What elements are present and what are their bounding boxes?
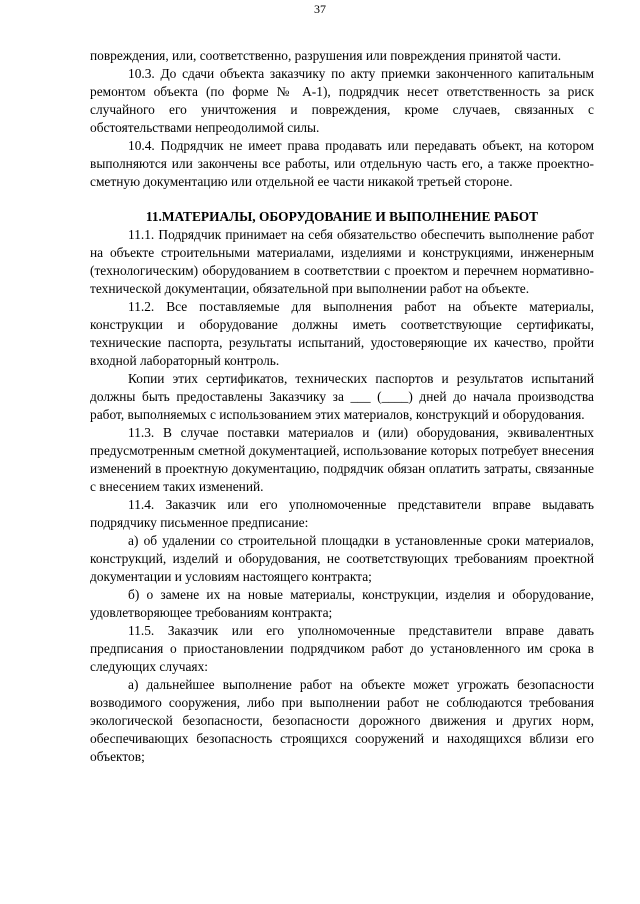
paragraph-copies: Копии этих сертификатов, технических паспортов и результатов испытаний должны быть предоставлены Заказчику за ___ (____) дней до начала производства работ, выполняемых с использованием этих материалов, конструкций и оборудования. xyxy=(90,371,594,422)
paragraph-11-4-a: а) об удалении со строительной площадки в установленные сроки материалов, конструкций, изделий и оборудования, не соответствующих требованиям проектной документации и условиям настоящего контракта; xyxy=(90,533,594,584)
paragraph-10-4: 10.4. Подрядчик не имеет права продавать или передавать объект, на котором выполняются или закончены все работы, или отдельную часть его, а также проектно-сметную документацию или отдельной ее части никакой третьей стороне. xyxy=(90,138,594,189)
paragraph-11-2: 11.2. Все поставляемые для выполнения работ на объекте материалы, конструкции и оборудование должны иметь соответствующие сертификаты, технические паспорта, результаты испытаний, удостоверяющие их качество, пройти входной лабораторный контроль. xyxy=(90,299,594,368)
paragraph-11-3: 11.3. В случае поставки материалов и (или) оборудования, эквивалентных предусмотренным сметной документацией, использование которых потребует внесения изменений в проектную документацию, подрядчик обязан оплатить затраты, связанные с внесением таких изменений. xyxy=(90,425,594,494)
paragraph-11-5: 11.5. Заказчик или его уполномоченные представители вправе давать предписания о приостановлении подрядчиком работ до установленного им срока в следующих случаях: xyxy=(90,623,594,674)
document-body xyxy=(90,47,594,766)
paragraph: повреждения, или, соответственно, разрушения или повреждения принятой части. xyxy=(90,48,562,63)
paragraph-11-5-a: а) дальнейшее выполнение работ на объекте может угрожать безопасности возводимого сооружения, либо при выполнении работ не соблюдаются требования экологической безопасности, безопасности дорожного движения и других норм, обеспечивающих безопасность строящихся сооружений и находящихся вблизи его объектов; xyxy=(90,677,594,764)
paragraph-10-3: 10.3. До сдачи объекта заказчику по акту приемки законченного капитальным ремонтом объекта (по форме № А-1), подрядчик несет ответственность за риск случайного его уничтожения и повреждения, кроме случаев, связанных с обстоятельствами непреодолимой силы. xyxy=(90,66,594,135)
paragraph-11-4-b: б) о замене их на новые материалы, конструкции, изделия и оборудование, удовлетворяющее требованиям контракта; xyxy=(90,587,594,620)
paragraph-11-1: 11.1. Подрядчик принимает на себя обязательство обеспечить выполнение работ на объекте строительными материалами, изделиями и конструкциями, инженерным (технологическим) оборудованием в соответствии с проектом и перечнем нормативно-технической документации, обязательной при выполнении работ на объекте. xyxy=(90,227,594,296)
page-number: 37 xyxy=(314,2,326,16)
paragraph-11-4: 11.4. Заказчик или его уполномоченные представители вправе выдавать подрядчику письменное предписание: xyxy=(90,497,594,530)
section-heading-11: 11.МАТЕРИАЛЫ, ОБОРУДОВАНИЕ И ВЫПОЛНЕНИЕ РАБОТ xyxy=(145,209,539,224)
